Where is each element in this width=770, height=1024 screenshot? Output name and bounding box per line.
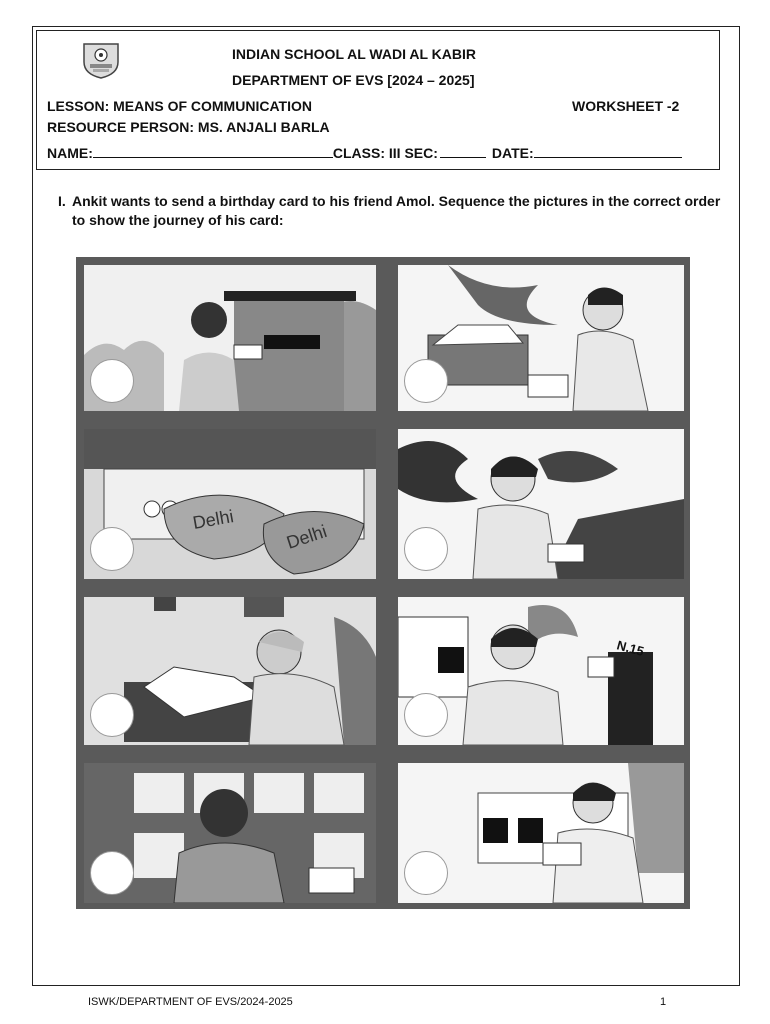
- school-logo: [80, 40, 122, 80]
- bag-label-1: Delhi: [191, 506, 236, 533]
- panel-sorting-shelves: [84, 763, 376, 903]
- sequence-answer-circle[interactable]: [90, 851, 134, 895]
- sequence-answer-circle[interactable]: [404, 359, 448, 403]
- name-label: NAME:: [47, 145, 93, 161]
- question-text: Ankit wants to send a birthday card to his friend Amol. Sequence the pictures in the correct order to show the journey of his card:: [72, 193, 721, 228]
- panel-postman-bag: [84, 597, 376, 745]
- sequence-answer-circle[interactable]: [90, 527, 134, 571]
- picture-grid: [76, 257, 690, 909]
- panel-delivering-letter: [398, 597, 684, 745]
- question-number: I.: [58, 193, 66, 209]
- section-blank[interactable]: [440, 146, 486, 158]
- sequence-answer-circle[interactable]: [404, 527, 448, 571]
- name-blank[interactable]: [93, 146, 333, 158]
- sequence-answer-circle[interactable]: [90, 359, 134, 403]
- sequence-answer-circle[interactable]: [90, 693, 134, 737]
- sequence-answer-circle[interactable]: [404, 693, 448, 737]
- bag-label-2: Delhi: [284, 521, 330, 553]
- panel-postbox: [84, 265, 376, 411]
- lesson-title: LESSON: MEANS OF COMMUNICATION: [47, 98, 312, 114]
- worksheet-number: WORKSHEET -2: [572, 98, 680, 114]
- footer-department: ISWK/DEPARTMENT OF EVS/2024-2025: [88, 996, 293, 1008]
- door-number: N.15: [615, 637, 646, 660]
- student-details-line: [47, 145, 682, 161]
- school-name: INDIAN SCHOOL AL WADI AL KABIR: [232, 46, 476, 62]
- sequence-answer-circle[interactable]: [404, 851, 448, 895]
- panel-writing-card: [398, 429, 684, 579]
- class-label: CLASS: III SEC:: [332, 145, 438, 161]
- question-1: [58, 192, 730, 230]
- resource-person: RESOURCE PERSON: MS. ANJALI BARLA: [47, 119, 330, 135]
- date-label: DATE:: [491, 145, 534, 161]
- panel-sorting-desk: [398, 265, 684, 411]
- department-title: DEPARTMENT OF EVS [2024 – 2025]: [232, 72, 475, 88]
- date-blank[interactable]: [534, 146, 682, 158]
- panel-reading-card: [398, 763, 684, 903]
- page-number: 1: [660, 996, 667, 1008]
- panel-mail-bags: [84, 429, 376, 579]
